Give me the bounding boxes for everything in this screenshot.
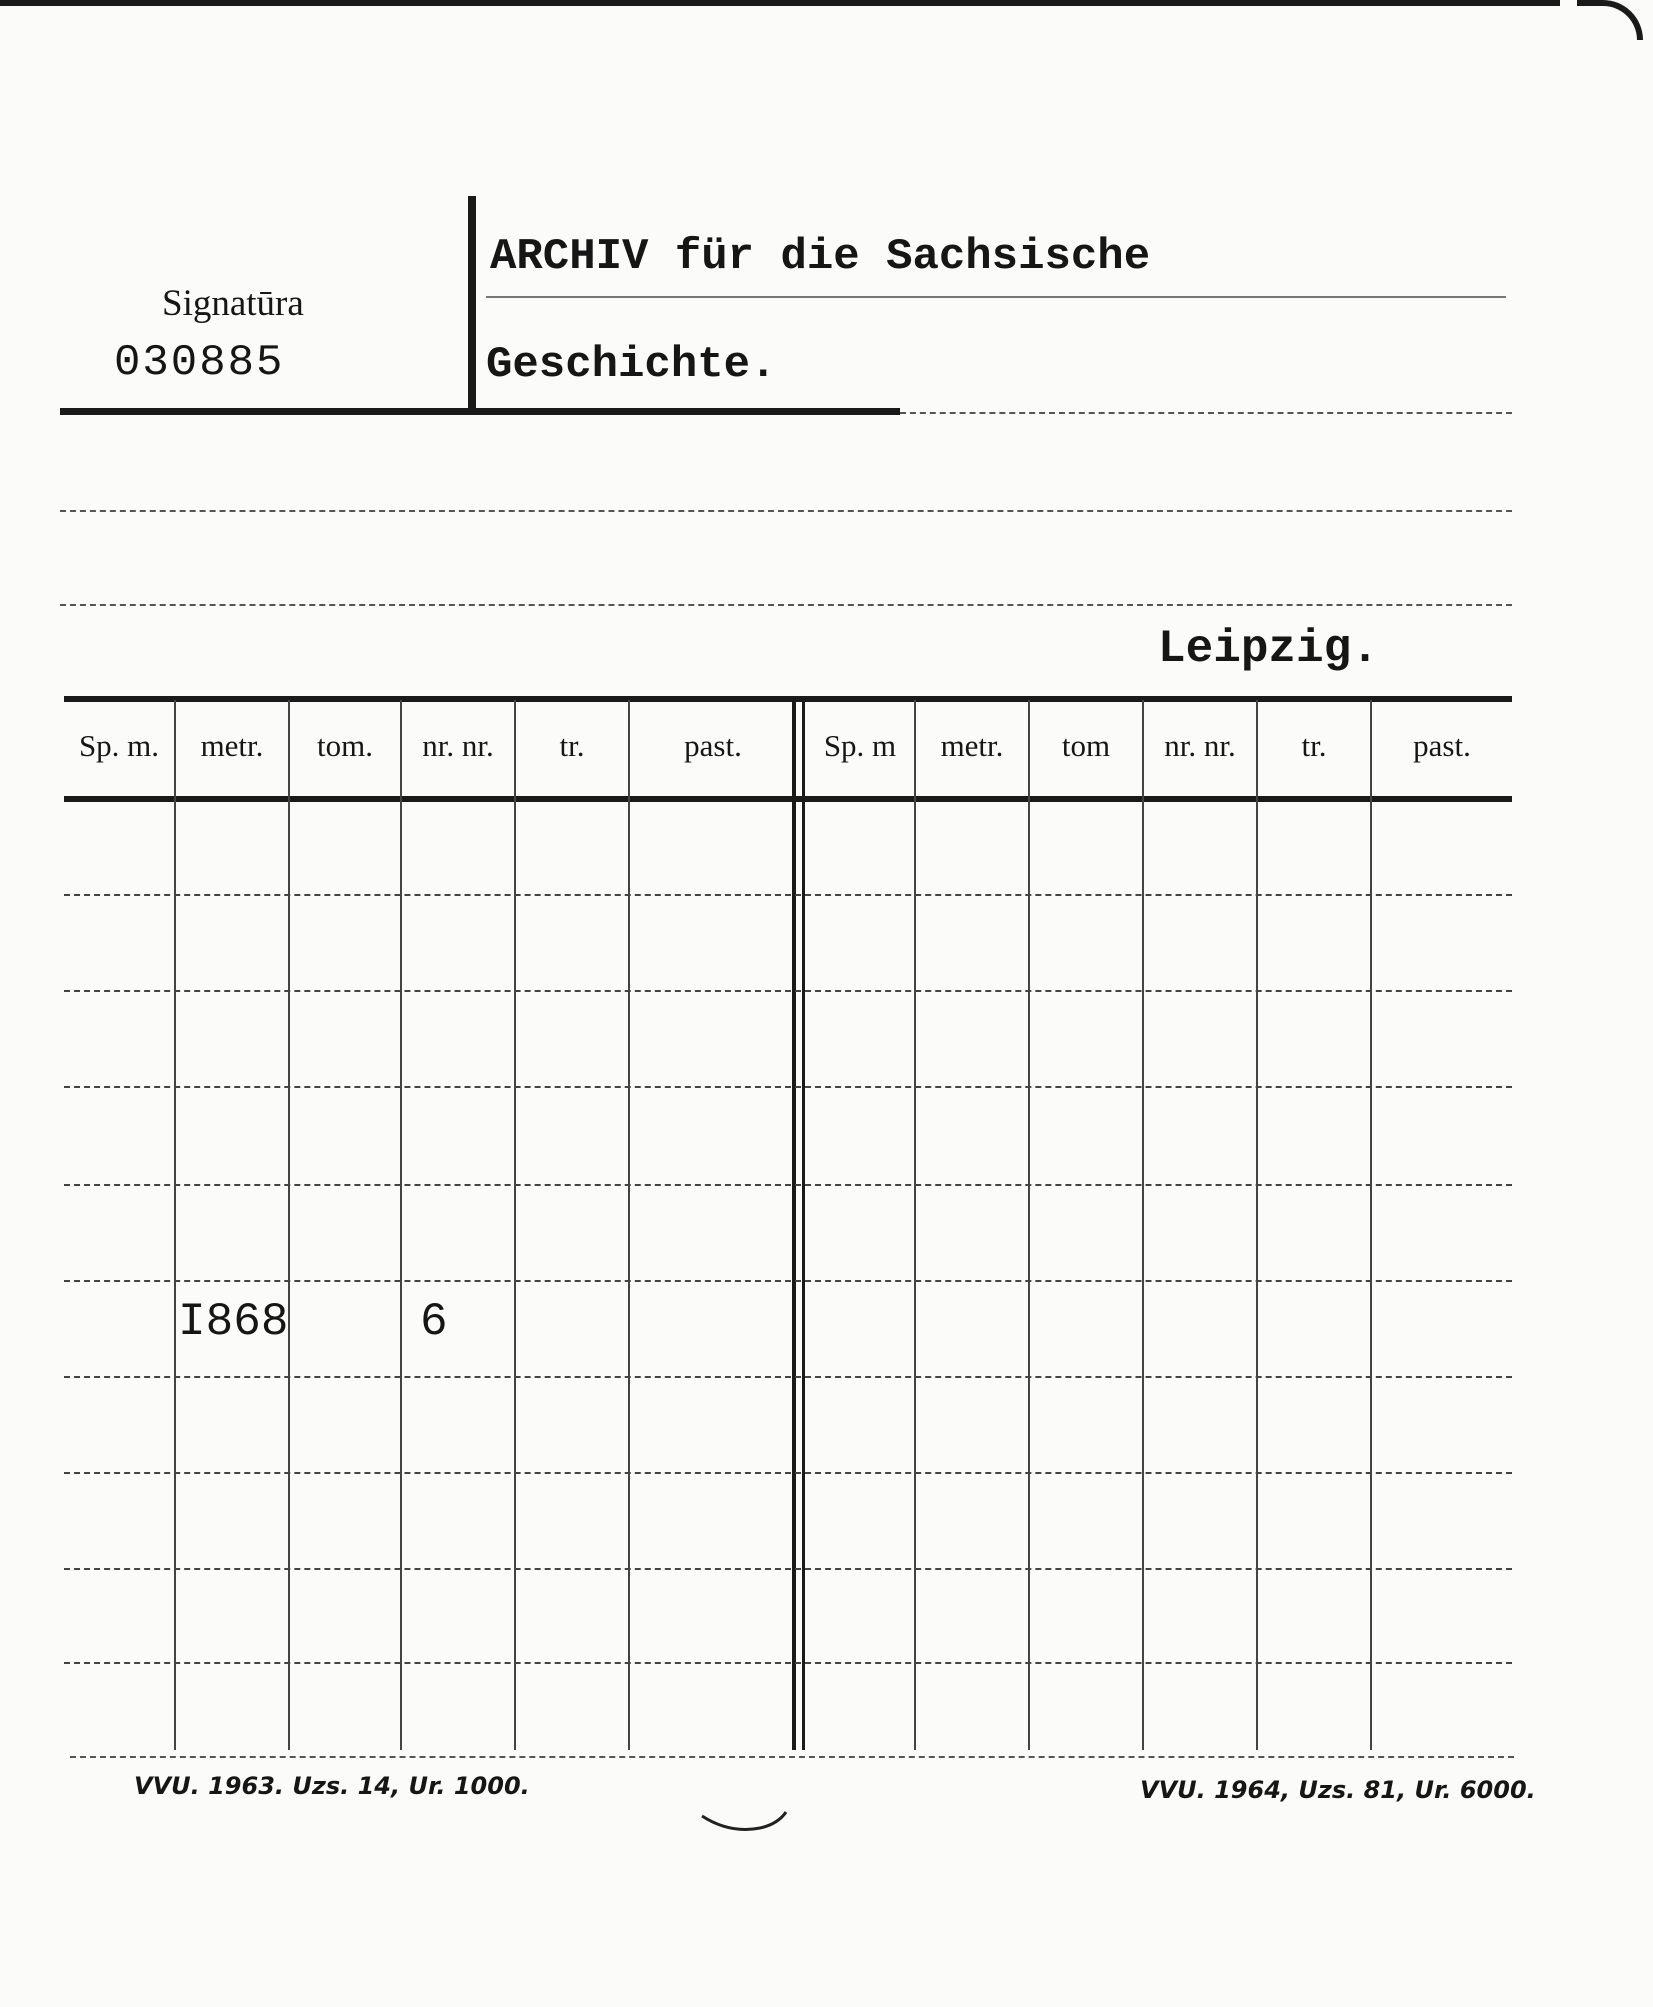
col-header-metr: metr.	[200, 728, 264, 763]
col-divider	[1256, 700, 1258, 1750]
blank-line-2	[60, 604, 1512, 606]
signature-label: Signatūra	[162, 283, 304, 324]
col-divider	[400, 700, 402, 1750]
col-header-tom-2: tom	[1061, 728, 1111, 763]
signature-number: 030885	[114, 338, 285, 388]
col-header-sp-m-2: Sp. m	[823, 728, 897, 763]
col-divider	[514, 700, 516, 1750]
table-header-rule	[64, 796, 1512, 802]
entry-nr: 6	[420, 1296, 448, 1348]
row-line	[64, 1280, 1512, 1282]
col-divider	[174, 700, 176, 1750]
col-divider	[288, 700, 290, 1750]
card-corner	[1577, 0, 1643, 40]
col-header-tr: tr.	[559, 728, 585, 763]
header-divider	[468, 196, 476, 410]
title-line-1: ARCHIV für die Sachsische	[490, 232, 1151, 282]
col-header-sp-m: Sp. m.	[78, 728, 160, 763]
header-rule	[60, 408, 900, 415]
col-divider	[914, 700, 916, 1750]
col-header-nr-nr-2: nr. nr.	[1164, 728, 1236, 763]
title-line-2: Geschichte.	[486, 340, 777, 390]
row-line	[64, 990, 1512, 992]
col-header-past-2: past.	[1413, 728, 1471, 763]
col-divider	[1370, 700, 1372, 1750]
row-line	[64, 1184, 1512, 1186]
row-line	[64, 894, 1512, 896]
title-underline-1	[486, 296, 1506, 298]
blank-line-1	[60, 510, 1512, 512]
col-header-nr-nr: nr. nr.	[422, 728, 494, 763]
col-divider	[1142, 700, 1144, 1750]
header-rule-dashed	[900, 412, 1512, 414]
row-line	[64, 1376, 1512, 1378]
center-double-divider	[792, 700, 805, 1750]
col-divider	[1028, 700, 1030, 1750]
col-header-metr-2: metr.	[940, 728, 1004, 763]
col-header-tom: tom.	[317, 728, 373, 763]
place-name: Leipzig.	[1158, 623, 1379, 675]
col-header-tr-2: tr.	[1301, 728, 1327, 763]
row-line	[64, 1472, 1512, 1474]
note-left: VVU. 1963. Uzs. 14, Ur. 1000.	[134, 1772, 530, 1800]
row-line	[64, 1086, 1512, 1088]
row-line	[64, 1662, 1512, 1664]
note-right: VVU. 1964, Uzs. 81, Ur. 6000.	[1140, 1776, 1536, 1804]
table-top-rule	[64, 696, 1512, 702]
pen-squiggle	[700, 1808, 790, 1838]
card-top-edge	[0, 0, 1560, 6]
entry-metr: I868	[178, 1296, 289, 1348]
table-bottom-rule	[70, 1756, 1514, 1758]
row-line	[64, 1568, 1512, 1570]
col-header-past: past.	[684, 728, 742, 763]
col-divider	[628, 700, 630, 1750]
